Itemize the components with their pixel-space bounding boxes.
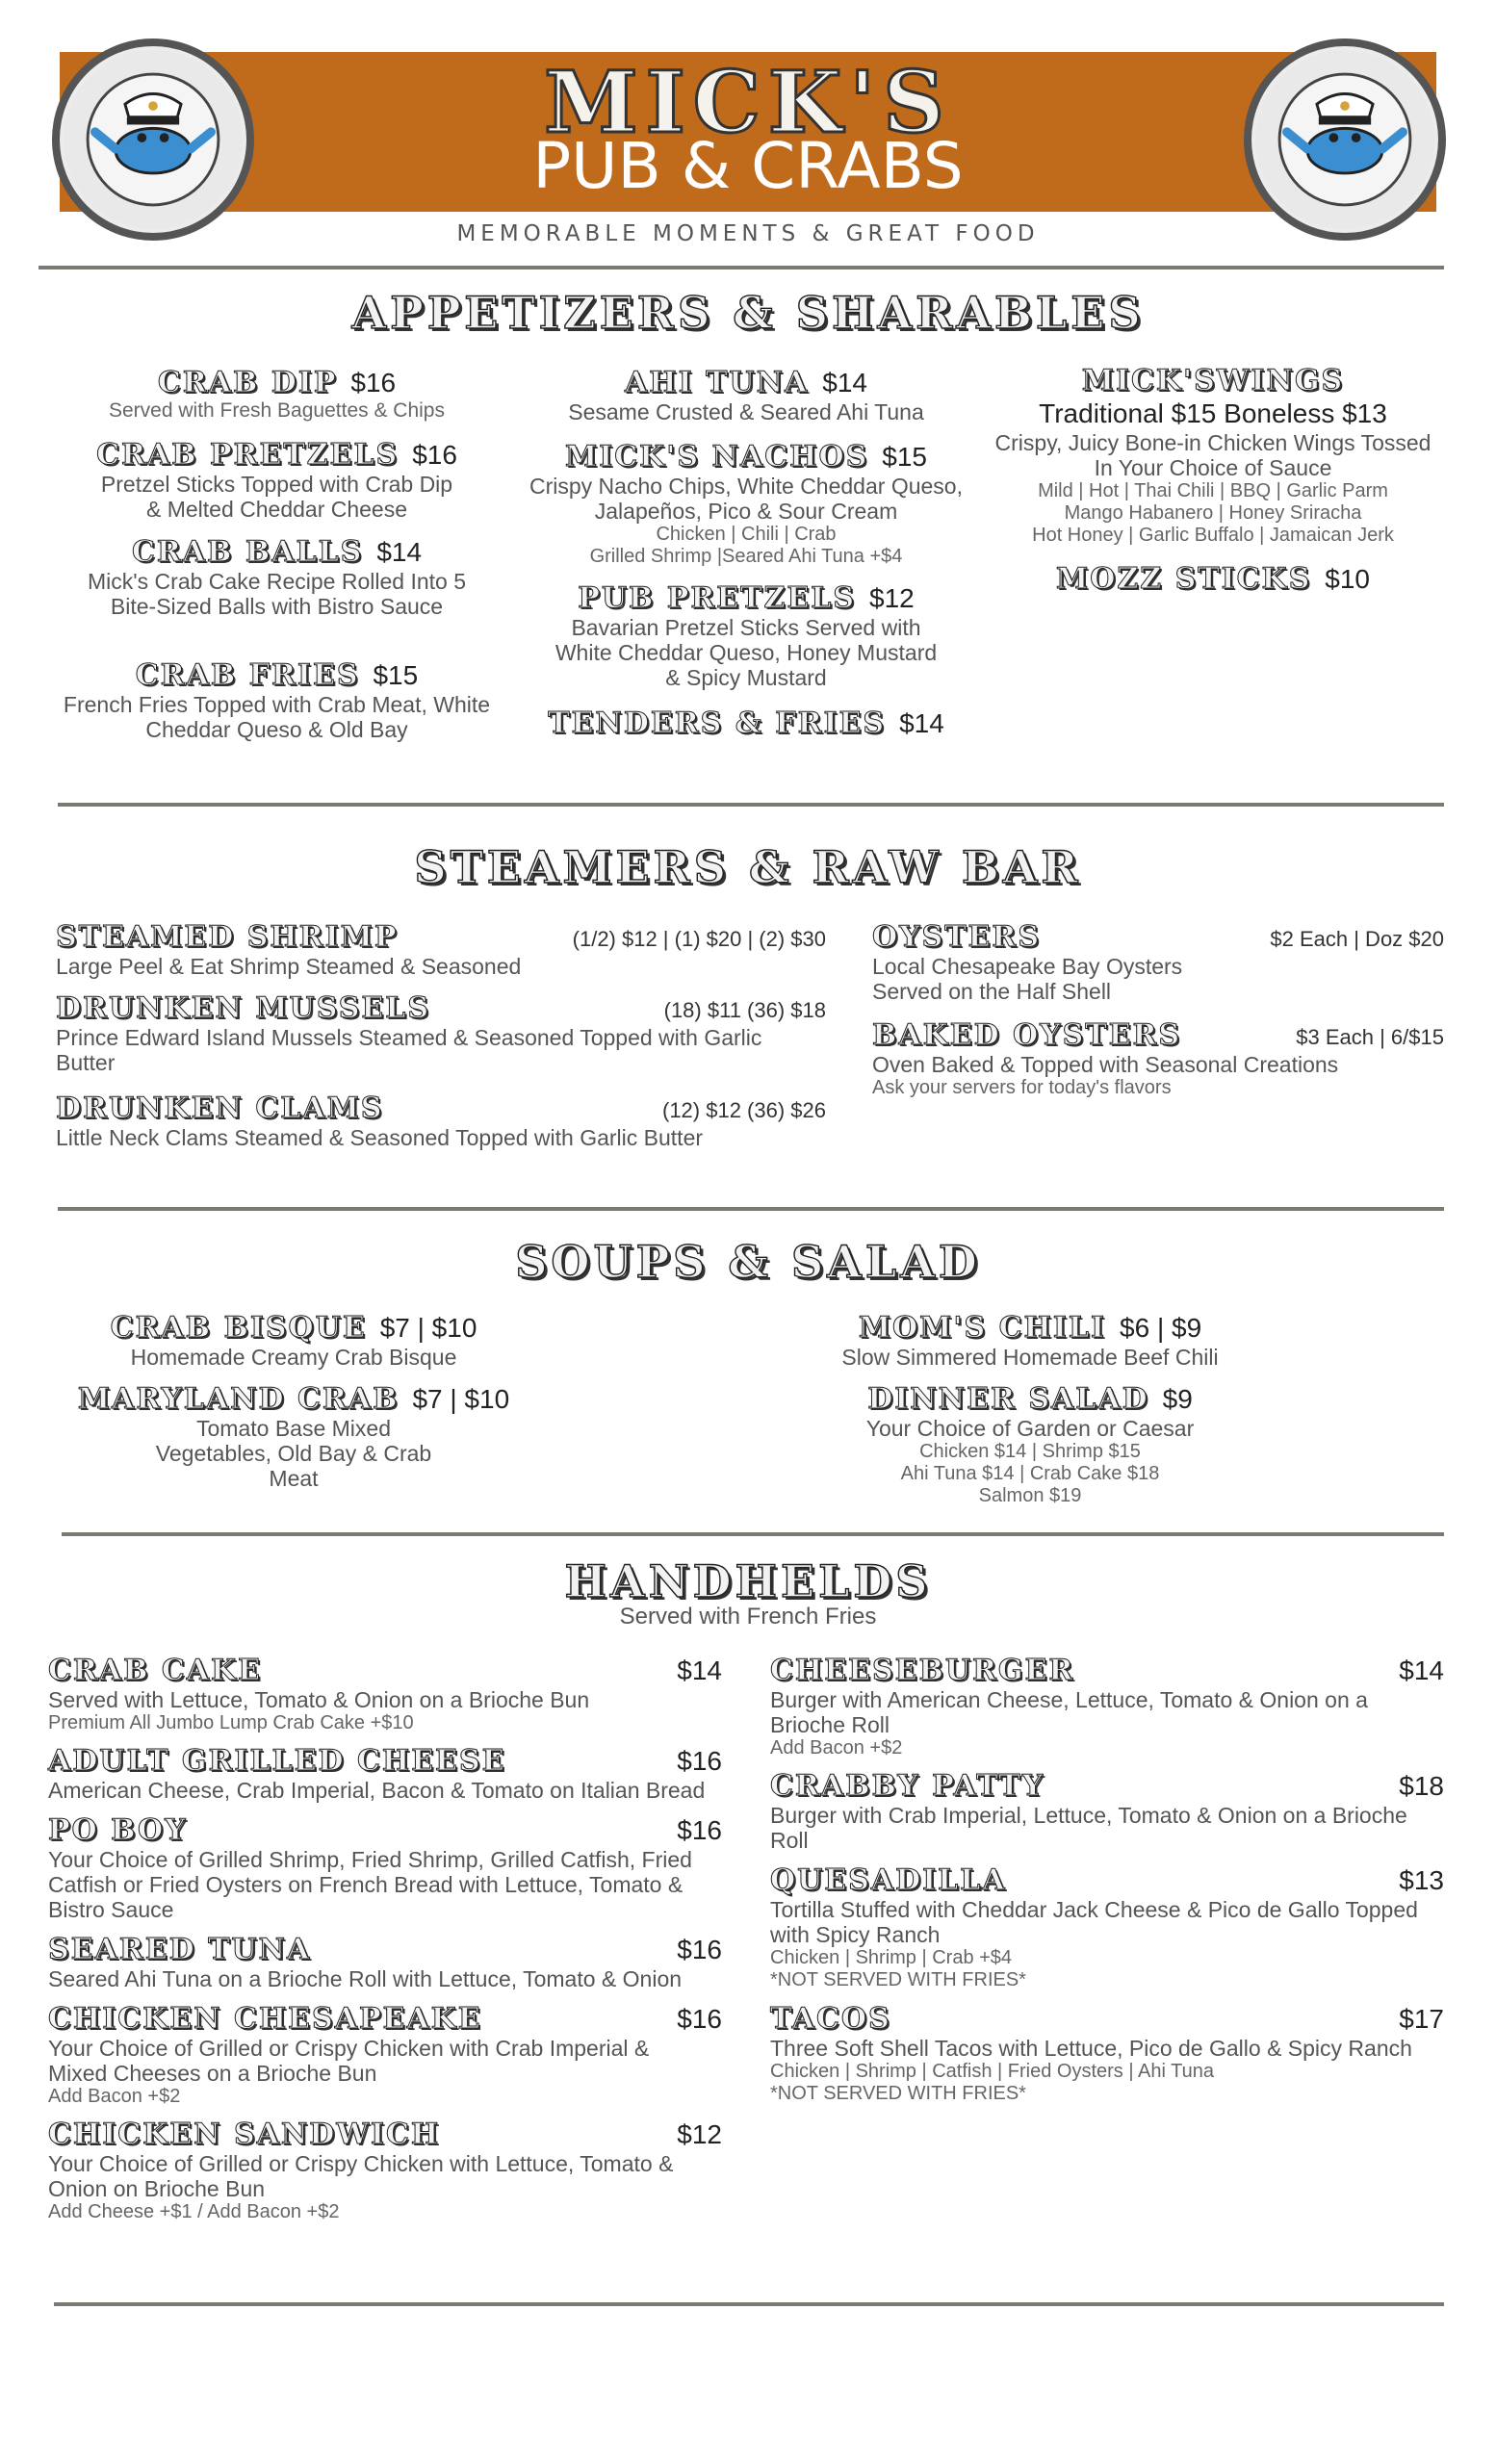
section-title-soups: SOUPS & SALAD [515, 1236, 981, 1288]
item-price: $16 [677, 1746, 722, 1776]
item-name: MOZZ STICKS [1056, 562, 1312, 596]
menu-item [39, 658, 515, 742]
item-price: $12 [869, 583, 915, 613]
menu-item [872, 1018, 1444, 1099]
divider [58, 803, 1444, 807]
section-title-steamers: STEAMERS & RAW BAR [414, 841, 1082, 893]
item-name: MOM'S CHILI [858, 1311, 1107, 1345]
item-note: Chicken | Shrimp | Catfish | Fried Oysters | Ahi Tuna [770, 2061, 1214, 2082]
item-name: CRAB FRIES [135, 658, 360, 692]
menu-item [48, 1744, 722, 1803]
item-price: $14 [822, 368, 867, 398]
menu-item [56, 1091, 826, 1150]
item-price: $13 [1399, 1865, 1444, 1895]
item-price: (18) $11 (36) $18 [663, 998, 826, 1022]
item-options: Chicken | Chili | Crab [656, 524, 837, 545]
item-description: Tortilla Stuffed with Cheddar Jack Cheese & Pico de Gallo Topped with Spicy Ranch [770, 1897, 1418, 1947]
item-price: $16 [677, 1815, 722, 1845]
item-name: MARYLAND CRAB [77, 1382, 400, 1416]
item-price: $9 [1162, 1384, 1193, 1414]
item-description: Burger with Crab Imperial, Lettuce, Tomato & Onion on a Brioche Roll [770, 1803, 1407, 1853]
item-options: Mango Habanero | Honey Sriracha [1064, 502, 1362, 524]
item-name: CRAB BALLS [131, 535, 364, 569]
section-title-handhelds: HANDHELDS [564, 1555, 932, 1607]
item-description: Oven Baked & Topped with Seasonal Creations [872, 1052, 1339, 1077]
menu-item [48, 1933, 722, 1991]
item-description: Homemade Creamy Crab Bisque [130, 1345, 457, 1370]
item-description: Mick's Crab Cake Recipe Rolled Into 5 Bite-Sized Balls with Bistro Sauce [88, 569, 466, 619]
item-name: STEAMED SHRIMP [56, 920, 399, 954]
menu-item [751, 1311, 1309, 1370]
item-name: DRUNKEN CLAMS [56, 1091, 384, 1125]
item-description: Sesame Crusted & Seared Ahi Tuna [568, 399, 924, 424]
item-description: Your Choice of Grilled or Crispy Chicken with Crab Imperial & Mixed Cheeses on a Brioche Bun [48, 2036, 650, 2086]
item-price: $16 [412, 440, 457, 470]
item-options: Hot Honey | Garlic Buffalo | Jamaican Jerk [1032, 525, 1394, 546]
item-description: Your Choice of Grilled Shrimp, Fried Shrimp, Grilled Catfish, Fried Catfish or Fried Oysters on French Bread with Lettuce, Tomato & Bistro Sauce [48, 1847, 692, 1922]
item-description: Served with Lettuce, Tomato & Onion on a Brioche Bun [48, 1687, 590, 1712]
item-price: Traditional $15 Boneless $13 [1039, 398, 1387, 428]
item-note: Add Bacon +$2 [48, 2086, 181, 2107]
item-price: $16 [677, 1935, 722, 1964]
item-name: CRAB DIP [157, 366, 338, 399]
item-name: TACOS [770, 2002, 891, 2036]
item-note: Ask your servers for today's flavors [872, 1077, 1172, 1098]
item-name: SEARED TUNA [48, 1933, 312, 1966]
brand-name: MICK'S [544, 52, 952, 152]
item-description: Slow Simmered Homemade Beef Chili [841, 1345, 1219, 1370]
item-note: Chicken | Shrimp | Crab +$4 [770, 1947, 1013, 1968]
item-price: $12 [677, 2119, 722, 2149]
item-price: $6 | $9 [1120, 1313, 1202, 1343]
item-price: $16 [677, 2004, 722, 2034]
item-description: Little Neck Clams Steamed & Seasoned Topped with Garlic Butter [56, 1125, 704, 1150]
item-price: $3 Each | 6/$15 [1296, 1025, 1444, 1049]
item-description: Bavarian Pretzel Sticks Served with White Cheddar Queso, Honey Mustard & Spicy Mustard [555, 615, 938, 690]
item-price: $14 [677, 1656, 722, 1685]
item-note: *NOT SERVED WITH FRIES* [770, 1969, 1026, 1990]
menu-item [520, 440, 972, 568]
item-name: ADULT GRILLED CHEESE [48, 1744, 506, 1778]
item-price: $15 [373, 660, 419, 690]
menu-item [872, 920, 1444, 1004]
item-price: (1/2) $12 | (1) $20 | (2) $30 [572, 927, 826, 951]
item-price: $7 | $10 [379, 1313, 477, 1343]
menu-item [520, 706, 972, 740]
divider [62, 1532, 1444, 1536]
item-description: Served with Fresh Baguettes & Chips [108, 399, 445, 422]
item-name: DINNER SALAD [867, 1382, 1149, 1416]
menu-item [39, 535, 515, 619]
item-name: PUB PRETZELS [578, 581, 856, 615]
item-note: Add Bacon +$2 [770, 1737, 903, 1758]
item-price: $14 [899, 708, 944, 738]
item-description: Your Choice of Garden or Caesar [865, 1416, 1195, 1441]
item-name: MICK'SWINGS [1081, 364, 1345, 398]
item-name: OYSTERS [872, 920, 1042, 954]
item-description: Tomato Base Mixed Vegetables, Old Bay & Crab Meat [155, 1416, 432, 1491]
item-price: $14 [376, 537, 423, 567]
divider [39, 266, 1444, 270]
section-title-appetizers: APPETIZERS & SHARABLES [351, 287, 1145, 339]
item-description: Large Peel & Eat Shrimp Steamed & Seasoned [56, 954, 522, 979]
item-name: MICK'S NACHOS [565, 440, 869, 474]
menu-item [56, 991, 826, 1075]
item-price: $7 | $10 [412, 1384, 510, 1414]
item-name: CRABBY PATTY [770, 1769, 1045, 1803]
item-note: Add Cheese +$1 / Add Bacon +$2 [48, 2201, 340, 2222]
item-options: Chicken $14 | Shrimp $15 [919, 1441, 1141, 1462]
menu-item [770, 1654, 1444, 1759]
menu-item [751, 1382, 1309, 1507]
item-options: Mild | Hot | Thai Chili | BBQ | Garlic Parm [1038, 480, 1388, 501]
item-name: TENDERS & FRIES [548, 706, 887, 740]
menu-item [770, 2002, 1444, 2105]
divider [54, 2302, 1444, 2306]
menu-item [39, 1311, 549, 1370]
item-price: $16 [350, 368, 397, 398]
item-description: Your Choice of Grilled or Crispy Chicken with Lettuce, Tomato & Onion on Brioche Bun [48, 2151, 674, 2201]
item-name: CRAB BISQUE [110, 1311, 367, 1345]
item-description: American Cheese, Crab Imperial, Bacon & Tomato on Italian Bread [48, 1778, 706, 1803]
brand-subtitle: PUB & CRABS [532, 129, 964, 203]
menu-item [520, 581, 972, 690]
item-name: CRAB CAKE [48, 1654, 262, 1687]
divider [58, 1207, 1444, 1211]
menu-item [39, 1382, 549, 1491]
item-description: Local Chesapeake Bay Oysters Served on the Half Shell [872, 954, 1183, 1004]
item-note: Premium All Jumbo Lump Crab Cake +$10 [48, 1712, 414, 1733]
menu-item [39, 438, 515, 522]
item-name: AHI TUNA [624, 366, 810, 399]
item-name: CHICKEN SANDWICH [48, 2118, 441, 2151]
menu-item [48, 2118, 722, 2223]
menu-item [48, 1813, 722, 1922]
item-description: Crispy, Juicy Bone-in Chicken Wings Tossed In Your Choice of Sauce [994, 430, 1432, 480]
item-options: Salmon $19 [978, 1485, 1082, 1506]
item-note: *NOT SERVED WITH FRIES* [770, 2083, 1026, 2104]
item-description: Pretzel Sticks Topped with Crab Dip & Melted Cheddar Cheese [100, 472, 453, 522]
menu-item [770, 1769, 1444, 1853]
menu-item [520, 366, 972, 424]
item-name: DRUNKEN MUSSELS [56, 991, 431, 1025]
menu-item [982, 364, 1444, 547]
item-name: CRAB PRETZELS [96, 438, 400, 472]
item-description: Prince Edward Island Mussels Steamed & Seasoned Topped with Garlic Butter [56, 1025, 762, 1075]
menu-item [56, 920, 826, 979]
menu-item [982, 562, 1444, 596]
item-price: $17 [1399, 2004, 1444, 2034]
item-options: Ahi Tuna $14 | Crab Cake $18 [900, 1463, 1160, 1484]
menu-item [770, 1863, 1444, 1991]
item-description: Three Soft Shell Tacos with Lettuce, Pico de Gallo & Spicy Ranch [770, 2036, 1412, 2061]
menu-item [48, 2002, 722, 2108]
item-name: QUESADILLA [770, 1863, 1007, 1897]
item-description: French Fries Topped with Crab Meat, White Cheddar Queso & Old Bay [63, 692, 491, 742]
item-description: Crispy Nacho Chips, White Cheddar Queso, Jalapeños, Pico & Sour Cream [529, 474, 963, 524]
item-price: $10 [1325, 564, 1370, 594]
item-name: PO BOY [48, 1813, 188, 1847]
item-name: CHICKEN CHESAPEAKE [48, 2002, 482, 2036]
item-price: (12) $12 (36) $26 [662, 1098, 826, 1122]
menu-item [48, 1654, 722, 1734]
item-description: Burger with American Cheese, Lettuce, Tomato & Onion on a Brioche Roll [770, 1687, 1368, 1737]
item-name: CHEESEBURGER [770, 1654, 1075, 1687]
section-subtitle: Served with French Fries [619, 1604, 877, 1630]
tagline: MEMORABLE MOMENTS & GREAT FOOD [456, 221, 1040, 246]
item-price: $14 [1399, 1656, 1444, 1685]
item-options: Grilled Shrimp |Seared Ahi Tuna +$4 [589, 546, 903, 567]
menu-item [39, 366, 515, 422]
item-price: $18 [1399, 1771, 1444, 1801]
item-description: Seared Ahi Tuna on a Brioche Roll with Lettuce, Tomato & Onion [48, 1966, 683, 1991]
item-name: BAKED OYSTERS [872, 1018, 1182, 1052]
item-price: $15 [882, 442, 927, 472]
item-price: $2 Each | Doz $20 [1270, 927, 1444, 951]
